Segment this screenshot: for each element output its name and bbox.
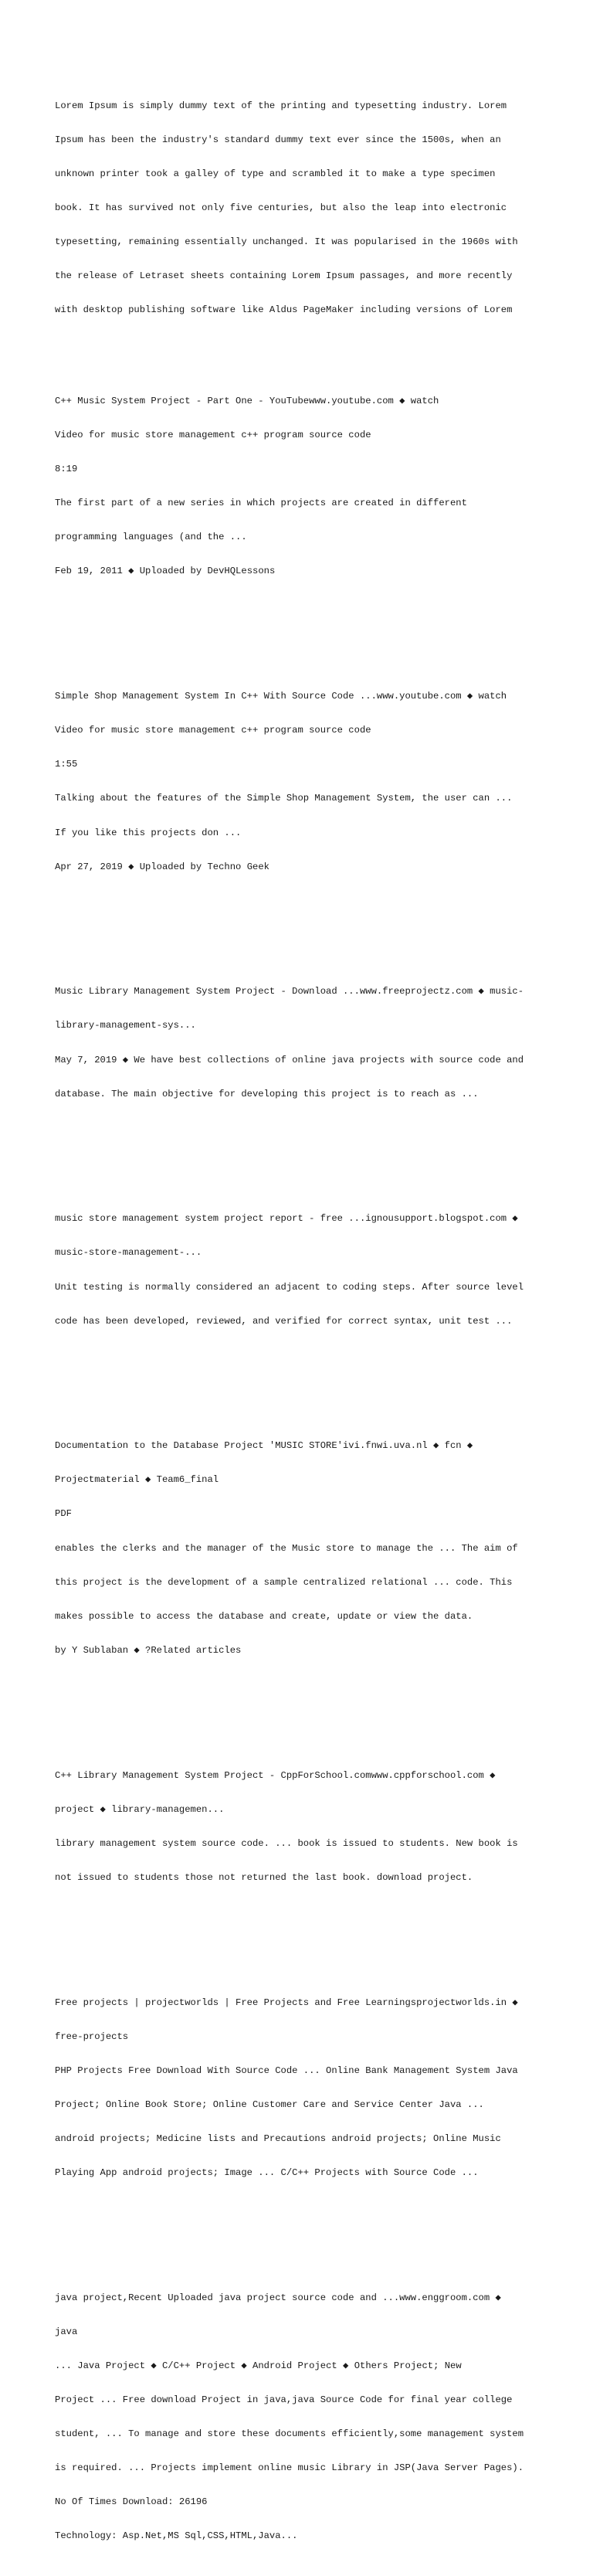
search-result (55, 2269, 549, 2564)
result-title[interactable]: Music Library Management System Project - Download ...www.freeprojectz.com ◆ music- (55, 986, 524, 997)
intro-line: Lorem Ipsum is simply dummy text of the printing and typesetting industry. Lorem (55, 100, 507, 111)
intro-line: Ipsum has been the industry's standard dummy text ever since the 1500s, when an (55, 134, 501, 145)
result-line: Video for music store management c++ program source code (55, 430, 371, 441)
result-line: Project; Online Book Store; Online Customer Care and Service Center Java ... (55, 2099, 484, 2110)
result-title[interactable]: C++ Music System Project - Part One - YouTubewww.youtube.com ◆ watch (55, 395, 439, 406)
result-line: library-management-sys... (55, 1020, 196, 1031)
result-line: music-store-management-... (55, 1247, 202, 1259)
result-line: database. The main objective for developing this project is to reach as ... (55, 1088, 479, 1099)
result-line: makes possible to access the database and create, update or view the data. (55, 1610, 473, 1622)
result-title[interactable]: java project,Recent Uploaded java project source code and ...www.enggroom.com ◆ (55, 2292, 501, 2303)
search-result (55, 963, 549, 1123)
result-line: Apr 27, 2019 ◆ Uploaded by Techno Geek (55, 861, 269, 872)
result-line: code has been developed, reviewed, and verified for correct syntax, unit test ... (55, 1315, 513, 1327)
result-title[interactable]: C++ Library Management System Project - CppForSchool.comwww.cppforschool.com ◆ (55, 1769, 496, 1781)
search-result (55, 668, 549, 895)
result-line: this project is the development of a sample centralized relational ... code. This (55, 1576, 513, 1588)
result-line: not issued to students those not returned the last book. download project. (55, 1871, 473, 1883)
intro-line: unknown printer took a galley of type and scrambled it to make a type specimen (55, 168, 496, 179)
result-line: Talking about the features of the Simple Shop Management System, the user can ... (55, 793, 513, 804)
result-line: PHP Projects Free Download With Source Code ... Online Bank Management System Java (55, 2065, 518, 2076)
result-line: programming languages (and the ... (55, 532, 247, 543)
result-line: 8:19 (55, 464, 78, 475)
result-line: enables the clerks and the manager of the Music store to manage the ... The aim of (55, 1542, 518, 1554)
result-title[interactable]: Simple Shop Management System In C++ With Source Code ...www.youtube.com ◆ watch (55, 691, 507, 702)
search-result (55, 1974, 549, 2201)
intro-paragraph (55, 77, 549, 338)
document-page (55, 55, 549, 2576)
result-line: If you like this projects don ... (55, 827, 242, 838)
intro-line: typesetting, remaining essentially unchanged. It was popularised in the 1960s with (55, 236, 518, 248)
intro-line: the release of Letraset sheets containing Lorem Ipsum passages, and more recently (55, 270, 513, 282)
result-line: Video for music store management c++ program source code (55, 725, 371, 736)
result-line: student, ... To manage and store these documents efficiently,some management system (55, 2428, 524, 2440)
result-line: Technology: Asp.Net,MS Sql,CSS,HTML,Java... (55, 2530, 298, 2542)
search-result (55, 373, 549, 600)
result-line: May 7, 2019 ◆ We have best collections of online java projects with source code and (55, 1054, 524, 1065)
result-line: PDF (55, 1508, 72, 1520)
result-line: Playing App android projects; Image ... C/C++ Projects with Source Code ... (55, 2167, 479, 2179)
result-line: Unit testing is normally considered an adjacent to coding steps. After source level (55, 1281, 524, 1293)
search-result (55, 1747, 549, 1906)
result-line: ... Java Project ◆ C/C++ Project ◆ Android Project ◆ Others Project; New (55, 2360, 462, 2371)
result-line: Project ... Free download Project in java,java Source Code for final year college (55, 2394, 513, 2405)
result-line: java (55, 2326, 78, 2337)
result-line: project ◆ library-managemen... (55, 1803, 225, 1815)
result-line: No Of Times Download: 26196 (55, 2496, 208, 2508)
result-line: library management system source code. ... book is issued to students. New book is (55, 1837, 518, 1849)
result-line: is required. ... Projects implement online music Library in JSP(Java Server Pages). (55, 2462, 524, 2474)
search-result (55, 1418, 549, 1679)
result-title[interactable]: music store management system project report - free ...ignousupport.blogspot.com ◆ (55, 1213, 518, 1225)
result-line: by Y Sublaban ◆ ?Related articles (55, 1644, 242, 1656)
result-line: Feb 19, 2011 ◆ Uploaded by DevHQLessons (55, 566, 276, 577)
result-line: The first part of a new series in which projects are created in different (55, 498, 467, 509)
result-title[interactable]: Documentation to the Database Project 'MUSIC STORE'ivi.fnwi.uva.nl ◆ fcn ◆ (55, 1440, 473, 1452)
search-result (55, 1191, 549, 1350)
result-line: 1:55 (55, 759, 78, 770)
result-line: android projects; Medicine lists and Precautions android projects; Online Music (55, 2133, 501, 2144)
result-line: Projectmaterial ◆ Team6_final (55, 1474, 219, 1486)
result-line: free-projects (55, 2031, 129, 2042)
intro-line: book. It has survived not only five centuries, but also the leap into electronic (55, 202, 507, 214)
result-title[interactable]: Free projects | projectworlds | Free Projects and Free Learningsprojectworlds.in ◆ (55, 1997, 518, 2008)
intro-line: with desktop publishing software like Aldus PageMaker including versions of Lorem (55, 304, 513, 316)
